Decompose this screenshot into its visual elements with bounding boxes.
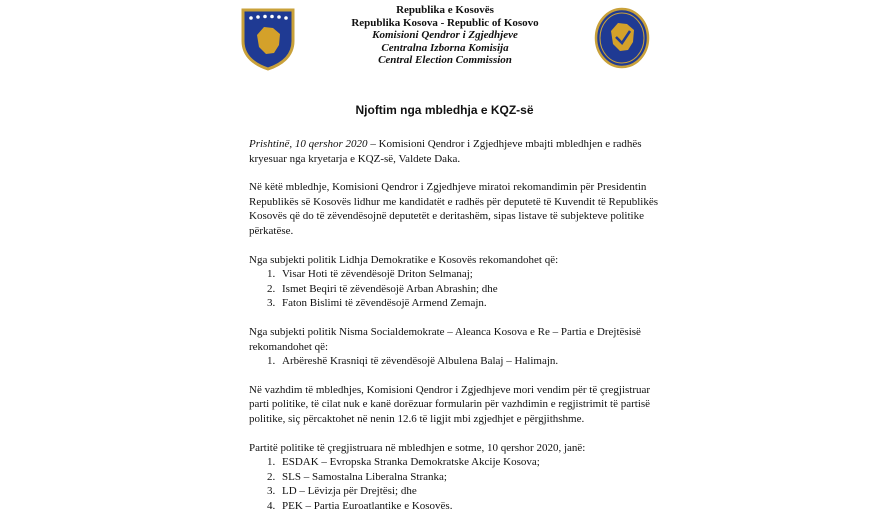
- ldk-intro: Nga subjekti politik Lidhja Demokratike e Kosovës rekomandohet që:: [249, 253, 559, 266]
- paragraph-5-line-3: politike, siç përcaktohet në nenin 12.6 të ligjit mbi zgjedhjet e përgjithshme.: [249, 412, 585, 425]
- cec-emblem-icon: [594, 7, 650, 69]
- paragraph-4-line-2: rekomandohet që:: [249, 340, 329, 353]
- paragraph-4-line-1: Nga subjekti politik Nisma Socialdemokrate – Aleanca Kosova e Re – Partia e Drejtësisë: [249, 325, 641, 338]
- list-item: 1. Visar Hoti të zëvendësojë Driton Selmanaj;: [267, 268, 473, 281]
- ldk-list: [249, 267, 666, 311]
- header-line-4: Centralna Izborna Komisija: [381, 41, 509, 54]
- list-item: 2. Ismet Beqiri të zëvendësojë Arban Abrashin; dhe: [267, 282, 498, 295]
- header-line-5: Central Election Commission: [378, 54, 512, 67]
- letterhead-text: [300, 4, 590, 67]
- paragraph-recommendation: [249, 180, 666, 238]
- parties-list: [249, 455, 666, 513]
- paragraph-2-line-3: Kosovës që do të zëvendësojnë deputetët e deritashëm, sipas listave të subjekteve politike: [249, 210, 644, 223]
- letterhead: [0, 4, 889, 74]
- list-item: 2. SLS – Samostalna Liberalna Stranka;: [267, 470, 447, 483]
- document-title: Njoftim nga mbledhja e KQZ-së: [355, 103, 534, 117]
- paragraph-2-line-4: përkatëse.: [249, 224, 294, 237]
- list-item: 4. PEK – Partia Euroatlantike e Kosovës.: [267, 499, 453, 512]
- list-item: 3. Faton Bislimi të zëvendësojë Armend Zemajn.: [267, 297, 487, 310]
- paragraph-date: [249, 137, 666, 166]
- kosovo-coat-of-arms-icon: [240, 7, 296, 71]
- paragraph-2-line-2: Republikës së Kosovës lidhur me kandidatët e radhës për deputetë të Kuvendit të Republikës: [249, 195, 659, 208]
- header-line-2: Republika Kosova - Republic of Kosovo: [351, 16, 539, 29]
- list-item: 1. Arbëreshë Krasniqi të zëvendësojë Albulena Balaj – Halimajn.: [267, 355, 559, 368]
- nisma-list: [249, 354, 666, 369]
- paragraph-5-line-2: parti politike, të cilat nuk e kanë dorëzuar formularin për vazhdimin e regjistrimit të partisë: [249, 398, 651, 411]
- header-line-3: Komisioni Qendror i Zgjedhjeve: [372, 29, 518, 42]
- paragraph-1-line-1: – Komisioni Qendror i Zgjedhjeve mbajti mbledhjen e radhës: [367, 138, 642, 150]
- list-item: 3. LD – Lëvizja për Drejtësi; dhe: [267, 485, 417, 498]
- paragraph-2-line-1: Në këtë mbledhje, Komisioni Qendror i Zgjedhjeve miratoi rekomandimin për Presidentin: [249, 181, 647, 194]
- paragraph-1-line-2: kryesuar nga kryetarja e KQZ-së, Valdete Daka.: [249, 152, 461, 165]
- document-body: [249, 137, 666, 525]
- nisma-intro: [249, 325, 666, 354]
- paragraph-5-line-1: Në vazhdim të mbledhjes, Komisioni Qendror i Zgjedhjeve mori vendim për të çregjistruar: [249, 383, 651, 396]
- header-line-1: Republika e Kosovës: [396, 4, 494, 16]
- date-text: Prishtinë, 10 qershor 2020: [249, 138, 368, 150]
- list-item: 1. ESDAK – Evropska Stranka Demokratske Akcije Kosova;: [267, 456, 540, 469]
- parties-intro: Partitë politike të çregjistruara në mbledhjen e sotme, 10 qershor 2020, janë:: [249, 441, 586, 454]
- crop-mask: [666, 130, 889, 500]
- paragraph-deregistration: [249, 383, 666, 427]
